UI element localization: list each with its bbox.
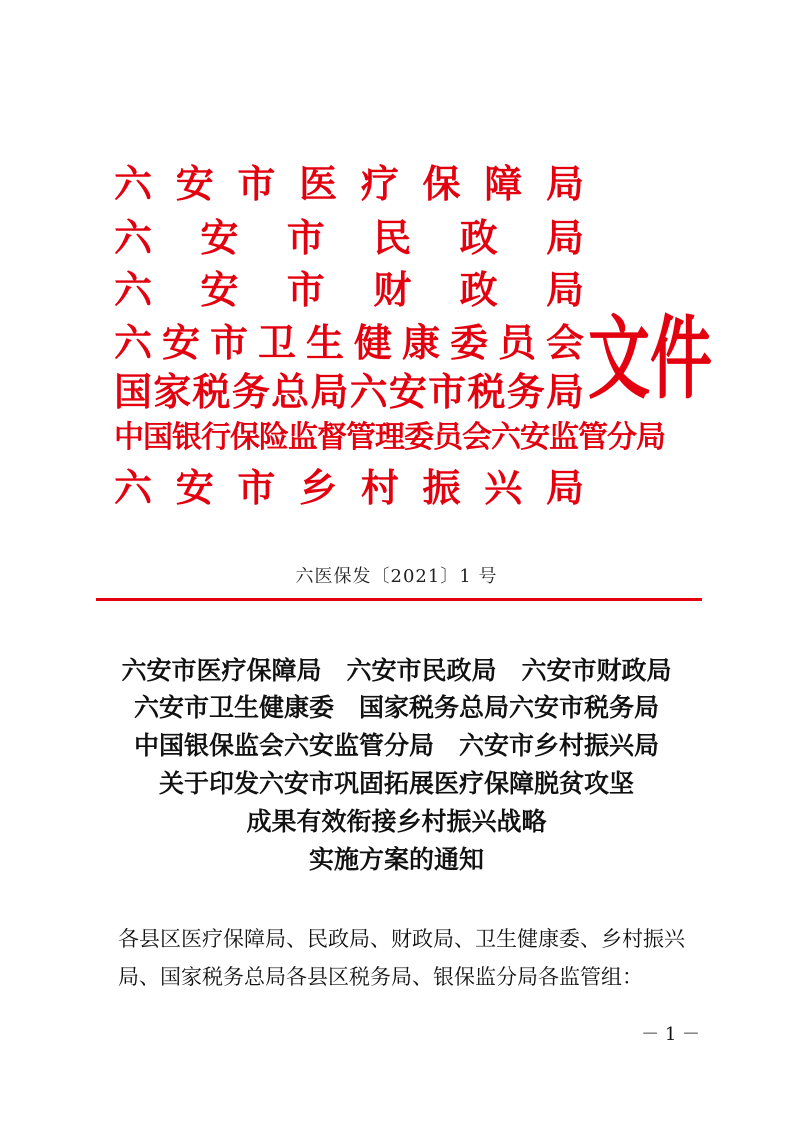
title-line-1: 六安市医疗保障局 六安市民政局 六安市财政局 (121, 656, 672, 685)
page-number: － 1 － (641, 1024, 700, 1045)
title-line-4: 关于印发六安市巩固拓展医疗保障脱贫攻坚 (158, 769, 634, 798)
document-label: 文件 (588, 305, 713, 412)
issuer-name-6: 中国银行保险监督管理委员会六安监管分局 (114, 420, 665, 455)
issuer-name-5: 国家税务总局六安市税务局 (114, 369, 584, 414)
salutation-line-1: 各县区医疗保障局、民政局、财政局、卫生健康委、乡村振兴 (118, 927, 685, 951)
title-line-2: 六安市卫生健康委 国家税务总局六安市税务局 (133, 693, 659, 722)
red-divider-line (96, 598, 702, 601)
salutation-line-2: 局、国家税务总局各县区税务局、银保监分局各监管组： (118, 965, 643, 989)
issuer-name-3: 六安市财政局 (114, 267, 584, 312)
issuer-name-1: 六安市医疗保障局 (114, 161, 584, 206)
issuer-name-4: 六安市卫生健康委员会 (114, 320, 584, 365)
issuer-name-7: 六安市乡村振兴局 (114, 465, 584, 510)
title-line-5: 成果有效衔接乡村振兴战略 (246, 807, 547, 836)
document-number: 六医保发〔2021〕1 号 (295, 566, 498, 587)
issuer-name-2: 六安市民政局 (114, 215, 584, 260)
title-line-3: 中国银保监会六安监管分局 六安市乡村振兴局 (133, 731, 659, 760)
title-line-6: 实施方案的通知 (308, 845, 484, 874)
